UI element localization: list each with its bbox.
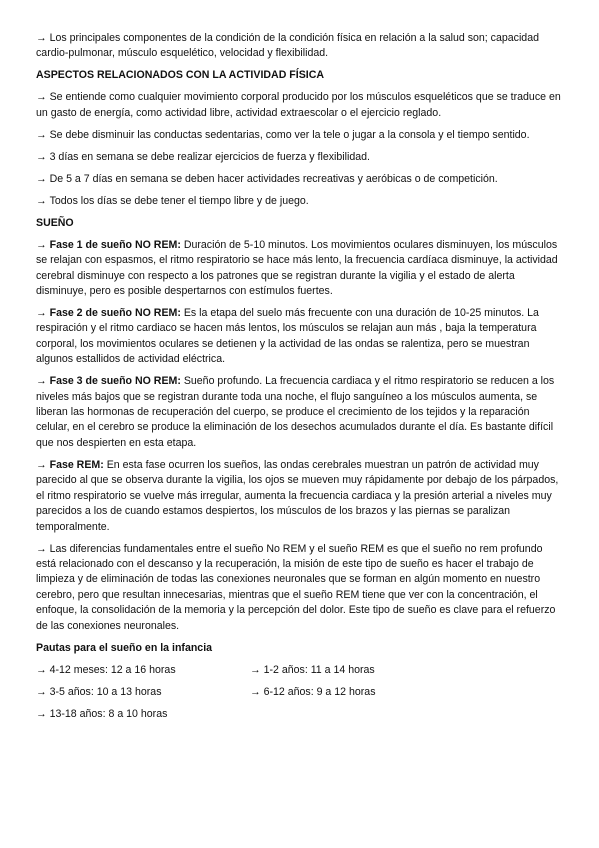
differences-text: Las diferencias fundamentales entre el sueño No REM y el sueño REM es que el sueño no rem profundo está relacionado con el descanso y la recuperación, la misión de este tipo de sueño es hacer el trabajo de limpieza y de eliminación de todas las conexiones neuronales que se forman en algún momento en nuestro cerebro, pero que resultan innecesarias, mientras que el sueño REM tiene que ver con la concentración, el enfoque, la consolidación de la memoria y la percepción del dolor. Este tipo de sueño es clave para el refuerzo de las conexiones neuronales. <box>36 542 556 632</box>
guidelines-heading: Pautas para el sueño en la infancia <box>36 641 213 654</box>
guideline-text: 13-18 años: 8 a 10 horas <box>49 708 168 721</box>
guideline-text: 6-12 años: 9 a 12 horas <box>263 685 376 698</box>
arrow-icon: → <box>36 458 47 471</box>
arrow-icon: → <box>36 375 47 388</box>
arrow-icon: → <box>36 685 47 698</box>
list-item-text: Se entiende como cualquier movimiento corporal producido por los músculos esqueléticos que se traduce en un gasto de energía, como actividad libre, actividad extraescolar o el ejercicio reglado. <box>36 91 561 119</box>
phase-label: Fase 2 de sueño NO REM: <box>49 307 181 320</box>
arrow-icon: → <box>36 32 47 44</box>
list-item-text: 3 días en semana se debe realizar ejercicios de fuerza y flexibilidad. <box>49 150 370 163</box>
guideline-text: 1-2 años: 11 a 14 horas <box>263 663 375 676</box>
list-item <box>36 150 563 165</box>
list-item-text: Todos los días se debe tener el tiempo libre y de juego. <box>49 194 309 207</box>
list-item-text: De 5 a 7 días en semana se deben hacer actividades recreativas y aeróbicas o de competición. <box>49 172 498 185</box>
phase-text: Es la etapa del suelo más frecuente con una duración de 10-25 minutos. La respiración y el ritmo cardiaco se hacen más lentos, los músculos se relajan aun más , baja la temperatura corporal, los movimientos oculares se detienen y la actividad de las ondas se ralentiza, pero se muestran algunos estallidos de actividad eléctrica. <box>36 307 539 366</box>
sleep-phase-paragraph <box>36 374 563 451</box>
guideline-item <box>36 685 250 700</box>
list-item-text: Se debe disminuir las conductas sedentarias, como ver la tele o jugar a la consola y el tiempo sentido. <box>49 128 530 141</box>
phase-label: Fase 3 de sueño NO REM: <box>49 375 181 388</box>
list-item <box>36 128 563 143</box>
arrow-icon: → <box>36 194 47 207</box>
arrow-icon: → <box>250 663 261 676</box>
arrow-icon: → <box>36 663 47 676</box>
arrow-icon: → <box>36 238 47 251</box>
arrow-icon: → <box>250 685 261 698</box>
arrow-icon: → <box>36 172 47 185</box>
phase-label: Fase REM: <box>49 458 104 471</box>
arrow-icon: → <box>36 542 47 555</box>
intro-text: Los principales componentes de la condición de la condición física en relación a la salud son; capacidad cardio-pulmonar, músculo esquelético, velocidad y flexibilidad. <box>36 32 539 60</box>
guideline-text: 4-12 meses: 12 a 16 horas <box>49 663 176 676</box>
arrow-icon: → <box>36 91 47 104</box>
guideline-item <box>36 663 250 678</box>
list-item <box>36 172 563 187</box>
guidelines-grid <box>36 663 563 723</box>
section-heading-sleep: SUEÑO <box>36 216 74 229</box>
arrow-icon: → <box>36 307 47 320</box>
guideline-item <box>36 707 250 722</box>
intro-paragraph <box>36 31 563 62</box>
arrow-icon: → <box>36 150 47 163</box>
phase-label: Fase 1 de sueño NO REM: <box>49 238 181 251</box>
arrow-icon: → <box>36 708 47 721</box>
guideline-text: 3-5 años: 10 a 13 horas <box>49 685 162 698</box>
phase-text: Sueño profundo. La frecuencia cardiaca y el ritmo respiratorio se reducen a los niveles más bajos que se registran durante toda una noche, el flujo sanguíneo a los músculos aumenta, se liberan las hormonas de recuperación del cuerpo, se produce el crecimiento de los tejidos y la reparación celular, en el cerebro se produce la eliminación de los desechos acumulados durante el día. Es bastante difícil que nos despierten en esta etapa. <box>36 375 555 449</box>
phase-text: Duración de 5-10 minutos. Los movimientos oculares disminuyen, los músculos se relajan con espasmos, el ritmo respiratorio se hace más lento, la frecuencia cardíaca disminuye, la actividad cerebral disminuye con respecto a los patrones que se registran durante la vigilia y el estado de alerta disminuye, pero es posible despertarnos con estímulos fuertes. <box>36 238 558 298</box>
arrow-icon: → <box>36 128 47 141</box>
phase-text: En esta fase ocurren los sueños, las ondas cerebrales muestran un patrón de actividad muy parecido al que se observa durante la vigilia, los ojos se mueven muy rápidamente por debajo de los párpados, el ritmo respiratorio se vuelve más irregular, aumenta la frecuencia cardiaca y la presión arterial a niveles muy parecidos a los de cuando estamos despiertos, los músculos de los brazos y las piernas se paralizan temporalmente. <box>36 458 559 533</box>
sleep-phase-paragraph <box>36 458 563 535</box>
sleep-phase-paragraph <box>36 306 563 368</box>
differences-paragraph <box>36 542 563 634</box>
list-item <box>36 90 563 121</box>
sleep-phase-paragraph <box>36 238 563 300</box>
guideline-item <box>250 663 500 678</box>
list-item <box>36 194 563 209</box>
section-heading-physical-activity: ASPECTOS RELACIONADOS CON LA ACTIVIDAD FÍSICA <box>36 69 325 82</box>
guideline-item <box>250 685 500 700</box>
